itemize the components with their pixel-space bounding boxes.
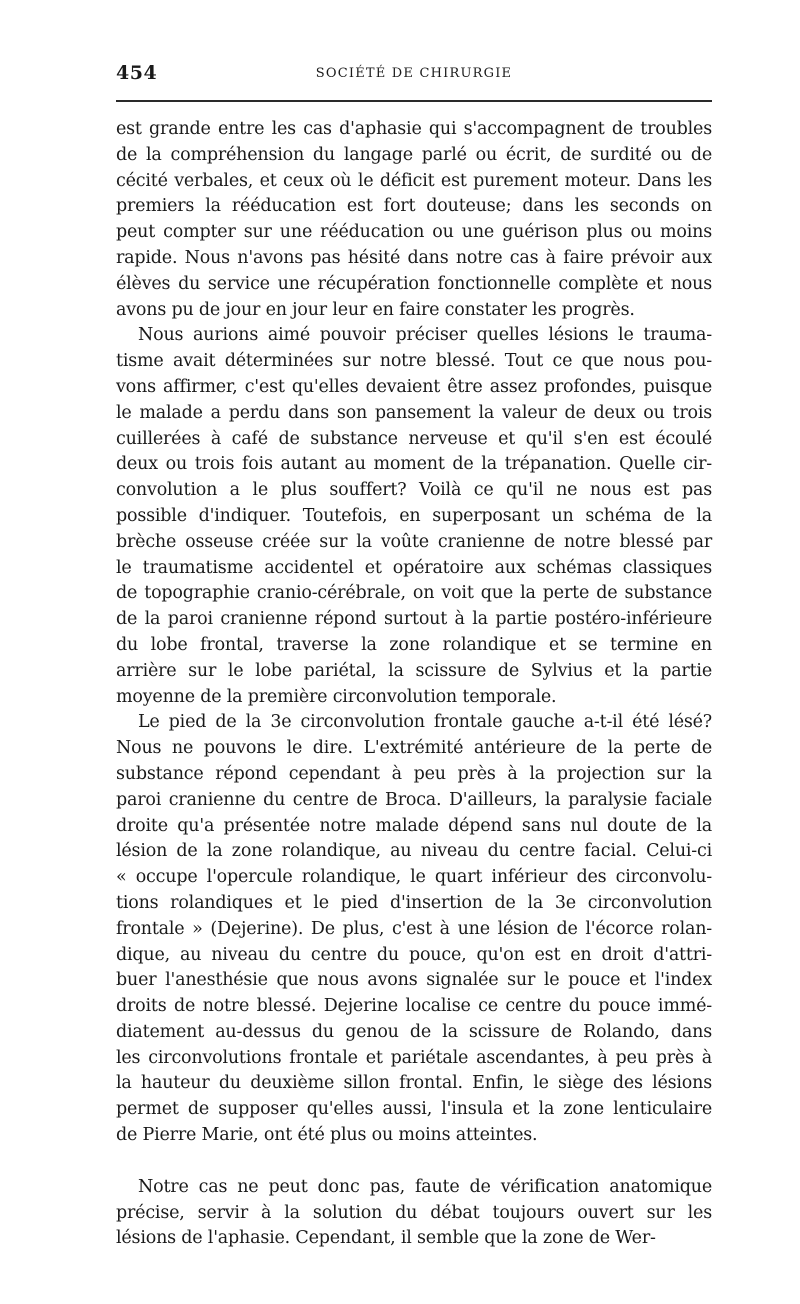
paragraph [116,710,712,1149]
text-line: est grande entre les cas d'aphasie qui s'accompagnent de troubles [116,119,712,139]
paragraph [116,1175,712,1252]
text-line: avons pu de jour en jour leur en faire constater les progrès. [116,299,635,320]
text-line: droite qu'a présentée notre malade dépend sans nul doute de la [116,815,712,836]
text-line: tions rolandiques et le pied d'insertion de la 3e circonvolution [116,892,712,913]
text-line: de topographie cranio-cérébrale, on voit que la perte de substance [116,583,712,604]
text-line: frontale » (Dejerine). De plus, c'est à une lésion de l'écorce rolan- [116,918,712,939]
text-line: les circonvolutions frontale et pariétale ascendantes, à peu près à [116,1047,712,1068]
header-rule [116,100,712,102]
text-line: Le pied de la 3e circonvolution frontale gauche a-t-il été lésé? [138,712,712,733]
text-line: permet de supposer qu'elles aussi, l'insula et la zone lenticulaire [116,1099,712,1120]
paragraph [116,323,712,710]
text-line: lésions de l'aphasie. Cependant, il semble que la zone de Wer- [116,1228,656,1249]
text-line: « occupe l'opercule rolandique, le quart inférieur des circonvolu- [116,867,712,888]
text-line: tisme avait déterminées sur notre blessé. Tout ce que nous pou- [116,351,712,372]
text-line: de Pierre Marie, ont été plus ou moins atteintes. [116,1125,538,1146]
text-line: Notre cas ne peut donc pas, faute de vérification anatomique [138,1176,712,1197]
text-line: peut compter sur une rééducation ou une guérison plus ou moins [116,222,712,243]
text-line: premiers la rééducation est fort douteuse; dans les seconds on [116,196,712,217]
text-line: buer l'anesthésie que nous avons signalée sur le pouce et l'index [116,970,712,991]
paragraph [116,117,712,323]
text-line: cécité verbales, et ceux où le déficit est purement moteur. Dans les [116,170,712,191]
text-line: le traumatisme accidentel et opératoire aux schémas classiques [116,557,712,578]
text-line: substance répond cependant à peu près à la projection sur la [116,763,712,784]
text-line: brèche osseuse créée sur la voûte cranienne de notre blessé par [116,531,712,552]
text-line: élèves du service une récupération fonctionnelle complète et nous [116,273,712,294]
text-line: possible d'indiquer. Toutefois, en superposant un schéma de la [116,505,712,526]
text-line: diatement au-dessus du genou de la scissure de Rolando, dans [116,1021,712,1042]
text-line: paroi cranienne du centre de Broca. D'ailleurs, la paralysie faciale [116,789,712,810]
page-header [116,62,712,86]
text-line: cuillerées à café de substance nerveuse et qu'il s'en est écoulé [116,428,712,449]
text-line: Nous aurions aimé pouvoir préciser quelles lésions le trauma- [138,325,712,346]
text-line: précise, servir à la solution du débat toujours ouvert sur les [116,1202,712,1223]
text-line: droits de notre blessé. Dejerine localise ce centre du pouce immé- [116,996,712,1017]
page-number: 454 [116,62,158,84]
text-line: le malade a perdu dans son pansement la valeur de deux ou trois [116,402,712,423]
text-line: arrière sur le lobe pariétal, la scissure de Sylvius et la partie [116,660,712,681]
text-line: moyenne de la première circonvolution temporale. [116,686,557,707]
running-title: SOCIÉTÉ DE CHIRURGIE [315,66,513,81]
text-line: de la paroi cranienne répond surtout à la partie postéro-inférieure [116,609,712,630]
paragraph-gap [116,1149,712,1175]
text-line: de la compréhension du langage parlé ou écrit, de surdité ou de [116,144,712,165]
text-line: convolution a le plus souffert? Voilà ce qu'il ne nous est pas [116,480,712,501]
text-line: lésion de la zone rolandique, au niveau du centre facial. Celui-ci [116,841,712,862]
body-text [116,117,712,1252]
text-line: la hauteur du deuxième sillon frontal. Enfin, le siège des lésions [116,1073,712,1094]
text-line: Nous ne pouvons le dire. L'extrémité antérieure de la perte de [116,738,712,759]
text-line: dique, au niveau du centre du pouce, qu'on est en droit d'attri- [116,944,712,965]
text-line: deux ou trois fois autant au moment de la trépanation. Quelle cir- [116,454,712,475]
text-line: rapide. Nous n'avons pas hésité dans notre cas à faire prévoir aux [116,247,712,268]
text-line: du lobe frontal, traverse la zone rolandique et se termine en [116,634,712,655]
text-line: vons affirmer, c'est qu'elles devaient être assez profondes, puisque [116,376,712,397]
